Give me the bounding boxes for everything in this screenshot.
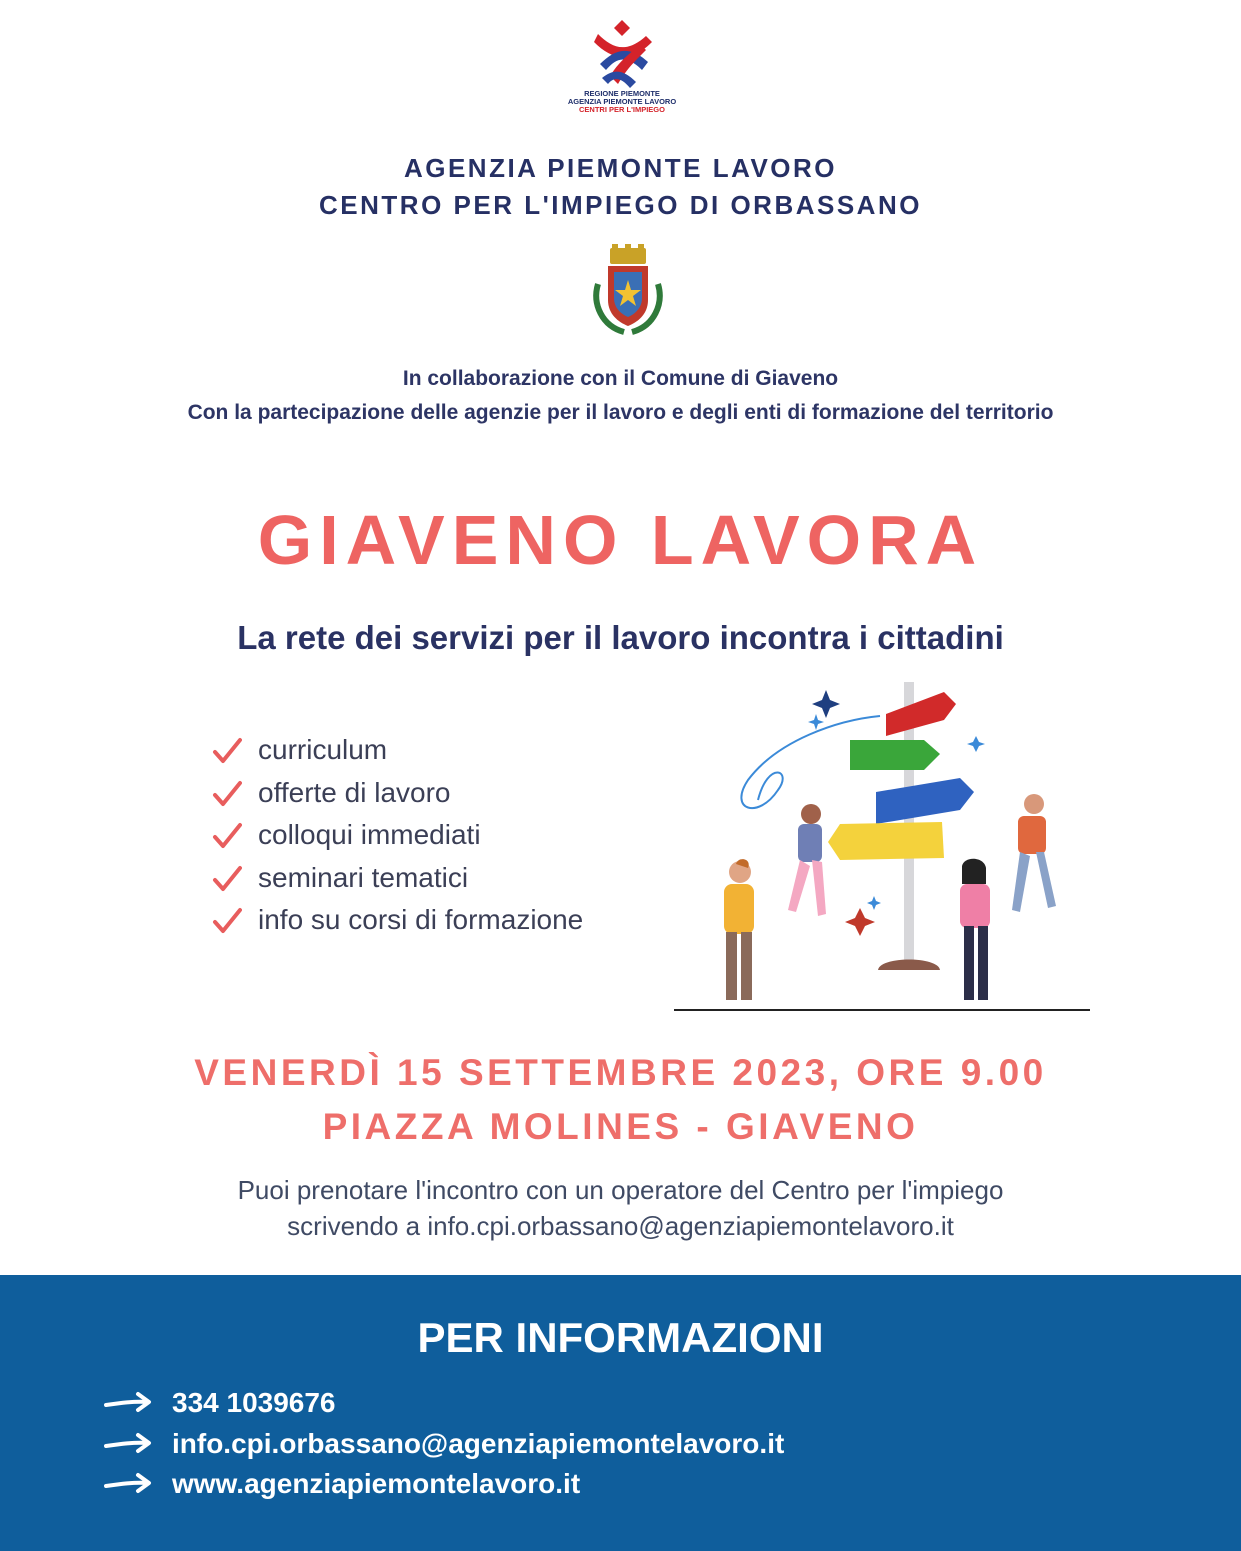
service-label: offerte di lavoro bbox=[258, 776, 451, 808]
agency-logo bbox=[560, 14, 684, 120]
check-icon bbox=[212, 736, 242, 766]
check-icon bbox=[212, 864, 242, 894]
service-label: curriculum bbox=[258, 734, 388, 765]
list-item bbox=[208, 773, 648, 816]
event-title: GIAVENO LAVORA bbox=[257, 501, 984, 579]
contact-email[interactable]: info.cpi.orbassano@agenziapiemontelavoro.it bbox=[172, 1428, 785, 1459]
arrow-right-icon bbox=[102, 1389, 154, 1417]
event-date: VENERDÌ 15 SETTEMBRE 2023, ORE 9.00 bbox=[194, 1052, 1047, 1093]
contact-email-row[interactable] bbox=[102, 1424, 862, 1464]
booking-line-1: Puoi prenotare l'incontro con un operatore del Centro per l'impiego bbox=[237, 1175, 1004, 1205]
check-icon bbox=[212, 906, 242, 936]
service-label: seminari tematici bbox=[258, 861, 469, 893]
agency-logo-mark bbox=[560, 14, 684, 94]
booking-line-2[interactable]: scrivendo a info.cpi.orbassano@agenziapiemontelavoro.it bbox=[287, 1211, 954, 1241]
event-datetime bbox=[0, 1046, 1241, 1154]
event-place: PIAZZA MOLINES - GIAVENO bbox=[322, 1106, 919, 1147]
collaboration-line-1: In collaborazione con il Comune di Giaveno bbox=[402, 367, 839, 390]
collaboration-text bbox=[0, 362, 1241, 430]
arrow-right-icon bbox=[102, 1470, 154, 1498]
signpost-illustration bbox=[668, 680, 1096, 1020]
logo-line-2: AGENZIA PIEMONTE LAVORO bbox=[567, 97, 677, 106]
list-item bbox=[208, 858, 648, 901]
contact-website-row[interactable] bbox=[102, 1464, 862, 1504]
contact-phone[interactable]: 334 1039676 bbox=[172, 1387, 336, 1418]
check-icon bbox=[212, 779, 242, 809]
organization-title bbox=[0, 150, 1241, 224]
list-item bbox=[208, 730, 648, 773]
crest-icon bbox=[588, 244, 668, 336]
contact-website[interactable]: www.agenziapiemontelavoro.it bbox=[172, 1468, 581, 1499]
logo-line-3: CENTRI PER L'IMPIEGO bbox=[579, 105, 665, 114]
booking-info bbox=[0, 1172, 1241, 1244]
check-icon bbox=[212, 821, 242, 851]
services-list bbox=[208, 730, 648, 943]
org-title-line-1: AGENZIA PIEMONTE LAVORO bbox=[403, 153, 838, 183]
logo-line-1: REGIONE PIEMONTE bbox=[584, 89, 660, 98]
info-title: PER INFORMAZIONI bbox=[417, 1314, 824, 1361]
service-label: info su corsi di formazione bbox=[258, 904, 584, 935]
list-item bbox=[208, 815, 648, 858]
org-title-line-2: CENTRO PER L'IMPIEGO DI ORBASSANO bbox=[319, 190, 922, 220]
arrow-right-icon bbox=[102, 1430, 154, 1458]
collaboration-line-2: Con la partecipazione delle agenzie per il lavoro e degli enti di formazione del territorio bbox=[187, 401, 1054, 424]
contact-phone-row[interactable] bbox=[102, 1383, 862, 1423]
list-item bbox=[208, 900, 648, 943]
service-label: colloqui immediati bbox=[258, 819, 481, 850]
event-subtitle: La rete dei servizi per il lavoro incontra i cittadini bbox=[237, 619, 1004, 656]
